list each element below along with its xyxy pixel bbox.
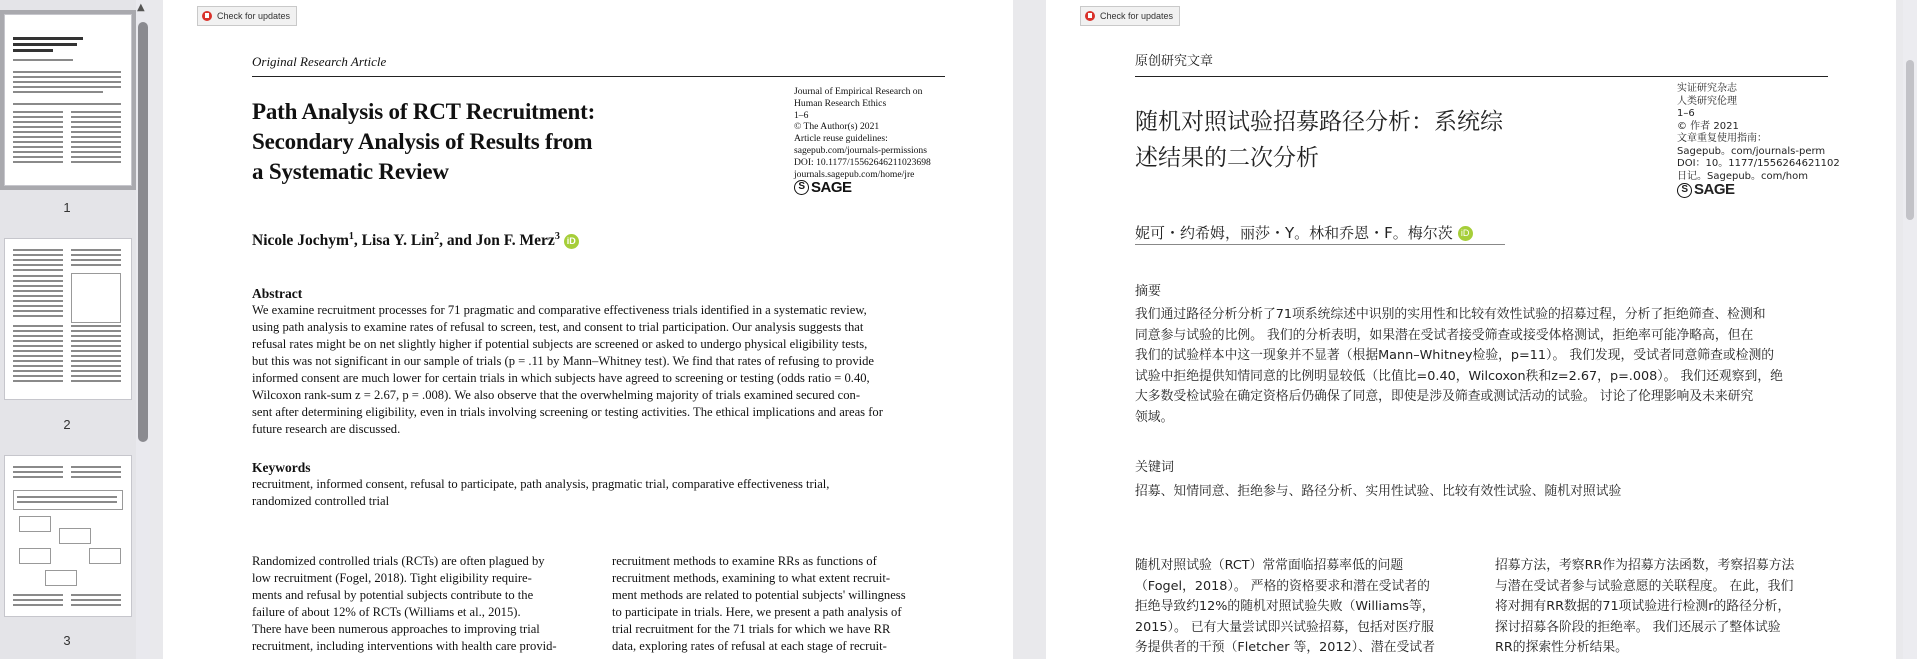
- body-line: 探讨招募各阶段的拒绝率。 我们还展示了整体试验: [1495, 619, 1781, 635]
- body-line: 招募方法，考察RR作为招募方法函数，考察招募方法: [1495, 558, 1795, 573]
- abstract-line: sent after determining eligibility, even in trials involving screening or testing activities. The ethical implications and areas for: [252, 405, 883, 419]
- body-line: There have been numerous approaches to improving trial: [252, 622, 540, 636]
- author-affiliation: 1: [348, 231, 354, 242]
- title-line: 述结果的二次分析: [1135, 145, 1319, 171]
- abstract-line: refusal rates might be on net slightly higher if potential subjects are screened or asked to undergo physical eligibility tests,: [252, 337, 868, 351]
- journal-line: Sagepub。com/journals-perm: [1677, 145, 1826, 157]
- author-name: Jon F. Merz: [475, 232, 555, 250]
- abstract-line: informed consent are much lower for certain trials in which subjects have agreed to screening or testing (odds ratio = 0.40,: [252, 371, 870, 385]
- sage-logo: S SAGE: [1677, 183, 1803, 198]
- abstract-line: but this was not significant in our sample of trials (p = .11 by Mann–Whitney test). We find that rates of refusing to provide: [252, 354, 875, 368]
- body-line: Randomized controlled trials (RCTs) are often plagued by: [252, 554, 545, 568]
- body-line: 将对拥有RR数据的71项试验进行检测r的路径分析，: [1495, 599, 1791, 614]
- author-underline: [1135, 244, 1505, 245]
- body-line: 拒绝导致约12%的随机对照试验失败（Williams等，: [1135, 599, 1435, 614]
- scroll-up-arrow-icon[interactable]: ▲: [137, 2, 145, 13]
- abstract-line: 我们通过路径分析分析了71项系统综述中识别的实用性和比较有效性试验的招募过程，分析了拒绝筛查、检测和: [1135, 307, 1766, 322]
- page-thumbnail-3[interactable]: [4, 455, 132, 617]
- keywords-heading: Keywords: [252, 460, 311, 475]
- article-type: 原创研究文章: [1135, 54, 1214, 69]
- body-line: failure of about 12% of RCTs (Williams et al., 2015).: [252, 605, 521, 619]
- journal-line: Article reuse guidelines:: [794, 133, 888, 145]
- body-line: recruitment methods, examining to what extent recruit-: [612, 571, 891, 585]
- header-rule: [1135, 76, 1828, 77]
- translated-pdf-page: [1046, 0, 1896, 659]
- keywords-line: randomized controlled trial: [252, 494, 390, 508]
- title-line: 随机对照试验招募路径分析：系统综: [1135, 109, 1503, 135]
- title-line: a Systematic Review: [252, 159, 449, 184]
- journal-line: 1–6: [794, 109, 809, 121]
- check-for-updates-label: Check for updates: [217, 11, 291, 21]
- body-line: ments and refusal by potential subjects contribute to the: [252, 588, 534, 602]
- main-scrollbar-thumb[interactable]: [1906, 60, 1914, 220]
- bookmark-icon: [202, 11, 212, 21]
- body-line: 务提供者的干预（Fletcher 等，2012）、潜在受试者: [1135, 640, 1435, 655]
- title-line: Secondary Analysis of Results from: [252, 129, 593, 154]
- body-line: recruitment, including interventions with health care provid-: [252, 639, 557, 653]
- body-line: trial recruitment for the 71 trials for which we have RR: [612, 622, 891, 636]
- thumbnail-page-number: 3: [63, 633, 71, 648]
- journal-line: 文章重复使用指南：: [1677, 133, 1767, 144]
- journal-line: journals.sagepub.com/home/jre: [794, 168, 915, 180]
- journal-line: Human Research Ethics: [794, 97, 887, 109]
- author-affiliation: 3: [554, 231, 560, 242]
- article-title: [252, 97, 722, 187]
- page-thumbnail-sidebar: [0, 0, 150, 659]
- journal-line: DOI: 10.1177/15562646211023698: [794, 156, 931, 168]
- abstract-body: [1135, 305, 1835, 428]
- abstract-line: 我们的试验样本中这一现象并不显著（根据Mann–Whitney检验，p=11）。 我们发现，受试者同意筛查或检测的: [1135, 348, 1775, 363]
- body-line: RR的探索性分析结果。: [1495, 640, 1628, 655]
- journal-line: Journal of Empirical Research on: [794, 86, 923, 97]
- journal-info: [794, 86, 954, 195]
- journal-line: DOI：10。1177/1556264621102: [1677, 158, 1840, 169]
- journal-line: © The Author(s) 2021: [794, 121, 880, 133]
- body-column-left: [252, 553, 587, 655]
- body-line: to participate in trials. Here, we present a path analysis of: [612, 605, 902, 619]
- abstract-line: 大多数受检试验在确定资格后仍确保了同意，即使是涉及筛查或测试活动的试验。 讨论了伦理影响及未来研究: [1135, 389, 1754, 404]
- body-line: low recruitment (Fogel, 2018). Tight eligibility require-: [252, 571, 532, 585]
- abstract-line: We examine recruitment processes for 71 pragmatic and comparative effectiveness trials identified in a systematic review,: [252, 303, 867, 317]
- keywords-list: 招募、知情同意、拒绝参与、路径分析、实用性试验、比较有效性试验、随机对照试验: [1135, 484, 1622, 499]
- journal-line: 1–6: [1677, 108, 1695, 119]
- journal-line: 日记。Sagepub。com/hom: [1677, 170, 1808, 182]
- body-column-right: [1495, 556, 1845, 659]
- body-line: ment methods are related to potential subjects' willingness: [612, 588, 906, 602]
- journal-line: © 作者 2021: [1677, 120, 1739, 132]
- keywords-line: recruitment, informed consent, refusal to participate, path analysis, pragmatic trial, comparative effectiveness trial,: [252, 477, 830, 491]
- orcid-icon[interactable]: iD: [564, 234, 579, 249]
- thumbnail-page-number: 1: [63, 200, 71, 215]
- page-thumbnail-1[interactable]: [4, 14, 132, 186]
- author-list: Nicole Jochym$^1$, Lisa Y. Lin$^2$, and Jon F. Merz$^3$ iD: [252, 231, 579, 250]
- abstract-line: Wilcoxon rank-sum z = 2.67, p = .008). We also observe that the overwhelming majority of trials examined secured con-: [252, 388, 861, 402]
- body-line: 2015）。 已有大量尝试即兴试验招募，包括对医疗服: [1135, 619, 1434, 635]
- journal-line: 人类研究伦理: [1677, 95, 1737, 107]
- sage-logo: S SAGE: [794, 180, 954, 195]
- abstract-line: 同意参与试验的比例。 我们的分析表明，如果潜在受试者接受筛查或接受体格测试，拒绝率可能净略高，但在: [1135, 327, 1754, 343]
- title-line: Path Analysis of RCT Recruitment:: [252, 99, 596, 124]
- body-line: 与潜在受试者参与试验意愿的关联程度。 在此，我们: [1495, 578, 1794, 594]
- original-pdf-page: [163, 0, 1013, 659]
- abstract-line: future research are discussed.: [252, 422, 401, 436]
- author-name: Nicole Jochym: [252, 232, 349, 250]
- body-column-left: [1135, 556, 1485, 659]
- check-for-updates-label: Check for updates: [1100, 11, 1174, 21]
- journal-info: [1677, 83, 1840, 199]
- author-names: 妮可・约希姆，丽莎・Y。林和乔恩・F。梅尔茨: [1135, 224, 1453, 242]
- header-rule: [252, 76, 945, 77]
- sage-mark-icon: S: [794, 180, 809, 195]
- abstract-line: using path analysis to examine rates of refusal to screen, test, and consent to trial participation. Our analysis suggests that: [252, 320, 864, 334]
- author-list: [1135, 222, 1473, 243]
- page-thumbnail-2[interactable]: [4, 238, 132, 400]
- abstract-body: [252, 302, 946, 438]
- abstract-heading: Abstract: [252, 286, 303, 301]
- body-line: 随机对照试验（RCT）常常面临招募率低的问题: [1135, 558, 1404, 573]
- sage-mark-icon: S: [1677, 183, 1692, 198]
- check-for-updates-button[interactable]: [197, 6, 297, 26]
- journal-line: 实证研究杂志: [1677, 83, 1737, 94]
- article-title: [1135, 104, 1565, 176]
- author-affiliation: 2: [434, 231, 440, 242]
- body-line: （Fogel，2018）。 严格的资格要求和潜在受试者的: [1135, 578, 1430, 594]
- thumbnail-page-number: 2: [63, 417, 71, 432]
- check-for-updates-button[interactable]: [1080, 6, 1180, 26]
- abstract-line: 试验中拒绝提供知情同意的比例明显较低（比值比=0.40，Wilcoxon秩和z=2.67，p=.008）。 我们还观察到，绝: [1135, 368, 1783, 384]
- sidebar-scrollbar-thumb[interactable]: [138, 22, 148, 442]
- author-name: Lisa Y. Lin: [361, 232, 435, 250]
- article-type: Original Research Article: [252, 54, 387, 69]
- body-line: data, exploring rates of refusal at each stage of recruit-: [612, 639, 887, 653]
- journal-line: sagepub.com/journals-permissions: [794, 144, 927, 156]
- keywords-list: [252, 476, 946, 510]
- abstract-heading: 摘要: [1135, 284, 1162, 299]
- orcid-icon[interactable]: iD: [1458, 226, 1473, 241]
- bookmark-icon: [1085, 11, 1095, 21]
- body-line: recruitment methods to examine RRs as functions of: [612, 554, 877, 568]
- keywords-heading: 关键词: [1135, 460, 1175, 475]
- abstract-line: 领域。: [1135, 409, 1174, 425]
- body-column-right: [612, 553, 947, 655]
